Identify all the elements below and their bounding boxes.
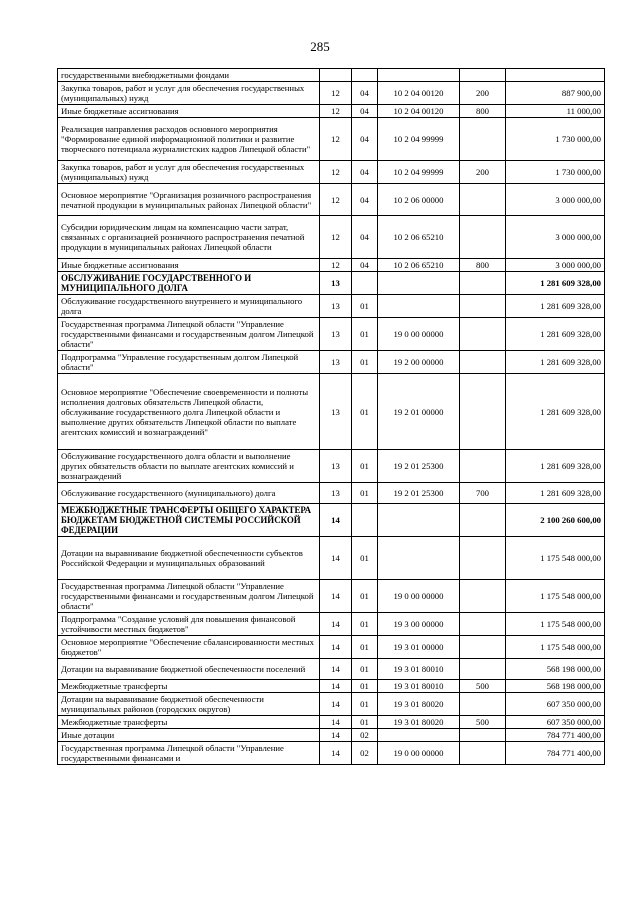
- row-expense-type: 200: [460, 82, 506, 105]
- row-amount: 568 198 000,00: [506, 680, 605, 693]
- row-section: 13: [320, 295, 352, 318]
- row-section: 12: [320, 105, 352, 118]
- row-subsection: 02: [352, 742, 378, 765]
- row-name: Дотации на выравнивание бюджетной обеспеченности муниципальных районов (городских округов): [58, 693, 320, 716]
- row-subsection: 01: [352, 295, 378, 318]
- row-target-article: 19 2 01 25300: [378, 483, 460, 504]
- row-amount: 1 175 548 000,00: [506, 537, 605, 580]
- row-subsection: 01: [352, 351, 378, 374]
- row-name: Государственная программа Липецкой области "Управление государственными финансами и государственным долгом Липецкой области": [58, 318, 320, 351]
- row-subsection: 01: [352, 693, 378, 716]
- table-row: [58, 729, 605, 742]
- row-expense-type: [460, 537, 506, 580]
- row-expense-type: [460, 216, 506, 259]
- row-amount: 1 730 000,00: [506, 161, 605, 184]
- row-target-article: [378, 69, 460, 82]
- budget-table: [57, 68, 605, 765]
- row-expense-type: 800: [460, 259, 506, 272]
- row-target-article: 19 3 01 80010: [378, 659, 460, 680]
- row-amount: 1 281 609 328,00: [506, 450, 605, 483]
- row-amount: 1 175 548 000,00: [506, 636, 605, 659]
- row-target-article: 19 3 00 00000: [378, 613, 460, 636]
- row-expense-type: [460, 450, 506, 483]
- row-subsection: 04: [352, 82, 378, 105]
- row-expense-type: [460, 729, 506, 742]
- row-subsection: [352, 69, 378, 82]
- row-target-article: 19 0 00 00000: [378, 318, 460, 351]
- row-name: Подпрограмма "Управление государственным долгом Липецкой области": [58, 351, 320, 374]
- row-amount: 1 730 000,00: [506, 118, 605, 161]
- row-subsection: [352, 504, 378, 537]
- row-expense-type: 800: [460, 105, 506, 118]
- table-row: [58, 636, 605, 659]
- row-expense-type: [460, 318, 506, 351]
- row-section: 12: [320, 118, 352, 161]
- row-name: Иные дотации: [58, 729, 320, 742]
- table-row: [58, 161, 605, 184]
- row-target-article: [378, 537, 460, 580]
- table-row: [58, 184, 605, 216]
- table-row: [58, 693, 605, 716]
- row-subsection: 01: [352, 450, 378, 483]
- row-expense-type: 500: [460, 680, 506, 693]
- table-row-section-total: [58, 272, 605, 295]
- row-subsection: 01: [352, 318, 378, 351]
- row-name: МЕЖБЮДЖЕТНЫЕ ТРАНСФЕРТЫ ОБЩЕГО ХАРАКТЕРА БЮДЖЕТАМ БЮДЖЕТНОЙ СИСТЕМЫ РОССИЙСКОЙ ФЕДЕРАЦИИ: [58, 504, 320, 537]
- row-name: Основное мероприятие "Организация розничного распространения печатной продукции в муниципальных районах Липецкой области": [58, 184, 320, 216]
- table-row: [58, 105, 605, 118]
- row-section: 13: [320, 272, 352, 295]
- row-target-article: 19 2 01 00000: [378, 374, 460, 450]
- row-section: 13: [320, 450, 352, 483]
- row-name: Основное мероприятие "Обеспечение своевременности и полноты исполнения долговых обязательств Липецкой области, обслуживание государственного долга Липецкой области и выполнение других обязательств Липецкой области по выплате агентских комиссий и вознаграждений": [58, 374, 320, 450]
- row-expense-type: [460, 580, 506, 613]
- row-target-article: 10 2 04 99999: [378, 161, 460, 184]
- table-row: [58, 351, 605, 374]
- table-row: [58, 716, 605, 729]
- row-section: 14: [320, 729, 352, 742]
- row-section: 14: [320, 659, 352, 680]
- row-name: Обслуживание государственного внутреннего и муниципального долга: [58, 295, 320, 318]
- row-expense-type: [460, 659, 506, 680]
- row-amount: 3 000 000,00: [506, 259, 605, 272]
- row-name: Реализация направления расходов основного мероприятия "Формирование единой информационной политики и развитие творческого потенциала журналистских кадров Липецкой области": [58, 118, 320, 161]
- row-amount: 1 175 548 000,00: [506, 613, 605, 636]
- row-section: 12: [320, 216, 352, 259]
- row-amount: 607 350 000,00: [506, 693, 605, 716]
- row-name: Межбюджетные трансферты: [58, 716, 320, 729]
- row-section: 12: [320, 82, 352, 105]
- row-subsection: [352, 272, 378, 295]
- row-section: 14: [320, 693, 352, 716]
- row-name: Иные бюджетные ассигнования: [58, 259, 320, 272]
- table-row: [58, 318, 605, 351]
- row-name: Подпрограмма "Создание условий для повышения финансовой устойчивости местных бюджетов": [58, 613, 320, 636]
- row-target-article: 19 2 01 25300: [378, 450, 460, 483]
- table-row: [58, 69, 605, 82]
- row-expense-type: 500: [460, 716, 506, 729]
- table-row-section-total: [58, 504, 605, 537]
- row-expense-type: [460, 69, 506, 82]
- row-name: Государственная программа Липецкой области "Управление государственными финансами и государственным долгом Липецкой области": [58, 580, 320, 613]
- table-row: [58, 742, 605, 765]
- row-name: Субсидии юридическим лицам на компенсацию части затрат, связанных с организацией розничного распространения печатной продукции в муниципальных районах Липецкой области: [58, 216, 320, 259]
- row-section: 14: [320, 716, 352, 729]
- table-row: [58, 613, 605, 636]
- row-amount: 1 175 548 000,00: [506, 580, 605, 613]
- row-amount: 887 900,00: [506, 82, 605, 105]
- table-row: [58, 216, 605, 259]
- row-name: Дотации на выравнивание бюджетной обеспеченности поселений: [58, 659, 320, 680]
- row-target-article: 19 3 01 80020: [378, 716, 460, 729]
- table-row: [58, 483, 605, 504]
- row-amount: 3 000 000,00: [506, 216, 605, 259]
- table-row: [58, 295, 605, 318]
- row-target-article: 19 0 00 00000: [378, 580, 460, 613]
- row-amount: [506, 69, 605, 82]
- row-target-article: 19 2 00 00000: [378, 351, 460, 374]
- row-expense-type: 200: [460, 161, 506, 184]
- row-target-article: [378, 295, 460, 318]
- row-expense-type: [460, 504, 506, 537]
- row-subsection: 04: [352, 161, 378, 184]
- row-expense-type: [460, 374, 506, 450]
- row-amount: 1 281 609 328,00: [506, 272, 605, 295]
- row-target-article: 10 2 04 00120: [378, 105, 460, 118]
- row-expense-type: [460, 693, 506, 716]
- row-subsection: 01: [352, 659, 378, 680]
- row-target-article: 10 2 04 99999: [378, 118, 460, 161]
- row-section: 13: [320, 351, 352, 374]
- table-row: [58, 537, 605, 580]
- row-section: 12: [320, 259, 352, 272]
- row-subsection: 04: [352, 216, 378, 259]
- row-amount: 784 771 400,00: [506, 729, 605, 742]
- row-target-article: 19 3 01 80010: [378, 680, 460, 693]
- table-row: [58, 374, 605, 450]
- row-target-article: 19 3 01 00000: [378, 636, 460, 659]
- row-target-article: [378, 272, 460, 295]
- row-expense-type: [460, 613, 506, 636]
- row-target-article: 19 0 00 00000: [378, 742, 460, 765]
- table-row: [58, 450, 605, 483]
- row-expense-type: [460, 636, 506, 659]
- row-expense-type: 700: [460, 483, 506, 504]
- row-subsection: 04: [352, 118, 378, 161]
- row-name: Обслуживание государственного (муниципального) долга: [58, 483, 320, 504]
- row-section: 14: [320, 636, 352, 659]
- table-row: [58, 82, 605, 105]
- row-subsection: 01: [352, 537, 378, 580]
- row-amount: 568 198 000,00: [506, 659, 605, 680]
- row-subsection: 01: [352, 613, 378, 636]
- row-expense-type: [460, 272, 506, 295]
- row-expense-type: [460, 295, 506, 318]
- row-expense-type: [460, 118, 506, 161]
- row-subsection: 04: [352, 105, 378, 118]
- row-target-article: 19 3 01 80020: [378, 693, 460, 716]
- row-name: Государственная программа Липецкой области "Управление государственными финансами и: [58, 742, 320, 765]
- row-amount: 11 000,00: [506, 105, 605, 118]
- row-subsection: 01: [352, 716, 378, 729]
- row-amount: 784 771 400,00: [506, 742, 605, 765]
- row-amount: 1 281 609 328,00: [506, 295, 605, 318]
- table-row: [58, 580, 605, 613]
- row-name: Закупка товаров, работ и услуг для обеспечения государственных (муниципальных) нужд: [58, 82, 320, 105]
- budget-table-body: [58, 69, 605, 765]
- row-section: 14: [320, 580, 352, 613]
- row-section: 14: [320, 537, 352, 580]
- table-row: [58, 680, 605, 693]
- row-target-article: 10 2 06 65210: [378, 216, 460, 259]
- row-name: Обслуживание государственного долга области и выполнение других обязательств области по выплате агентских комиссий и вознаграждений: [58, 450, 320, 483]
- row-target-article: 10 2 06 65210: [378, 259, 460, 272]
- row-name: государственными внебюджетными фондами: [58, 69, 320, 82]
- row-section: 14: [320, 504, 352, 537]
- row-name: Межбюджетные трансферты: [58, 680, 320, 693]
- row-section: 13: [320, 483, 352, 504]
- row-name: Иные бюджетные ассигнования: [58, 105, 320, 118]
- row-name: Закупка товаров, работ и услуг для обеспечения государственных (муниципальных) нужд: [58, 161, 320, 184]
- row-section: 14: [320, 680, 352, 693]
- row-subsection: 04: [352, 259, 378, 272]
- row-name: Основное мероприятие "Обеспечение сбалансированности местных бюджетов": [58, 636, 320, 659]
- row-section: 13: [320, 318, 352, 351]
- row-amount: 1 281 609 328,00: [506, 351, 605, 374]
- row-section: 12: [320, 161, 352, 184]
- row-subsection: 01: [352, 374, 378, 450]
- row-amount: 3 000 000,00: [506, 184, 605, 216]
- row-target-article: [378, 504, 460, 537]
- row-expense-type: [460, 184, 506, 216]
- row-subsection: 01: [352, 580, 378, 613]
- table-row: [58, 118, 605, 161]
- row-section: 12: [320, 184, 352, 216]
- row-target-article: [378, 729, 460, 742]
- row-section: 14: [320, 613, 352, 636]
- row-subsection: 04: [352, 184, 378, 216]
- row-section: 13: [320, 374, 352, 450]
- row-target-article: 10 2 06 00000: [378, 184, 460, 216]
- row-expense-type: [460, 742, 506, 765]
- row-expense-type: [460, 351, 506, 374]
- table-row: [58, 259, 605, 272]
- page-number: 285: [310, 39, 330, 54]
- row-section: 14: [320, 742, 352, 765]
- row-name: Дотации на выравнивание бюджетной обеспеченности субъектов Российской Федерации и муниципальных образований: [58, 537, 320, 580]
- row-subsection: 01: [352, 636, 378, 659]
- table-row: [58, 659, 605, 680]
- row-amount: 607 350 000,00: [506, 716, 605, 729]
- row-subsection: 01: [352, 680, 378, 693]
- row-subsection: 01: [352, 483, 378, 504]
- row-section: [320, 69, 352, 82]
- row-target-article: 10 2 04 00120: [378, 82, 460, 105]
- row-name: ОБСЛУЖИВАНИЕ ГОСУДАРСТВЕННОГО И МУНИЦИПАЛЬНОГО ДОЛГА: [58, 272, 320, 295]
- row-amount: 1 281 609 328,00: [506, 318, 605, 351]
- row-amount: 2 100 260 600,00: [506, 504, 605, 537]
- row-subsection: 02: [352, 729, 378, 742]
- row-amount: 1 281 609 328,00: [506, 374, 605, 450]
- row-amount: 1 281 609 328,00: [506, 483, 605, 504]
